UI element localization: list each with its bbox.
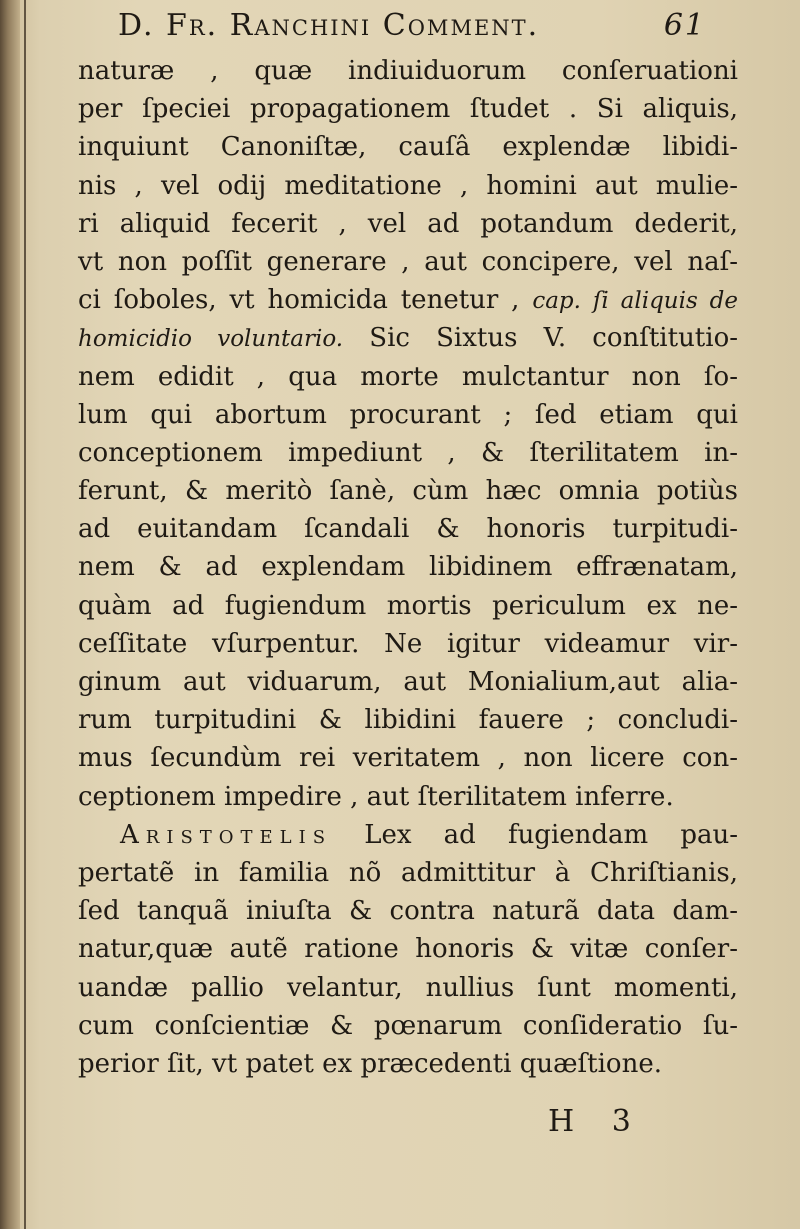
text-segment: ci ſoboles, vt homicida tenetur , xyxy=(78,285,520,316)
text-line: perior ſit, vt patet ex præcedenti quæſtione. xyxy=(78,1048,662,1079)
text-line: inquiunt Canoniſtæ, cauſâ explendæ libidi- xyxy=(78,132,738,163)
text-line: nem & ad explendam libidinem effrænatam, xyxy=(78,552,738,583)
text-line: uandæ pallio velantur, nullius ſunt momenti, xyxy=(78,972,738,1003)
text-line: nis , vel odij meditatione , homini aut mulie- xyxy=(78,170,738,201)
author-name: Aristotelis xyxy=(120,819,333,850)
text-line: conceptionem impediunt , & ſterilitatem in- xyxy=(78,437,738,468)
text-line: pertatẽ in familia nõ admittitur à Chriſtianis, xyxy=(78,857,738,888)
text-line: ſed tanquã iniuſta & contra naturã data dam- xyxy=(78,896,738,927)
text-segment: Sic Sixtus V. conſtitutio- xyxy=(369,323,739,354)
text-segment: Lex ad fugiendam pau- xyxy=(364,819,739,850)
text-line: quàm ad fugiendum mortis periculum ex ne- xyxy=(78,590,738,621)
text-line xyxy=(78,319,738,357)
text-line: naturæ , quæ indiuiduorum conſeruationi xyxy=(78,56,738,86)
text-line: ferunt, & meritò ſanè, cùm hæc omnia potiùs xyxy=(78,476,738,507)
text-line xyxy=(78,281,738,319)
gutter-line xyxy=(24,0,26,1229)
citation: homicidio voluntario. xyxy=(78,326,344,353)
text-line: mus ſecundùm rei veritatem , non licere con- xyxy=(78,743,738,774)
text-line: per ſpeciei propagationem ſtudet . Si aliquis, xyxy=(78,94,738,125)
text-line: ginum aut viduarum, aut Monialium,aut alia- xyxy=(78,667,738,697)
text-line: natur,quæ autẽ ratione honoris & vitæ conſer- xyxy=(78,934,738,965)
text-line: cum conſcientiæ & pœnarum conſideratio ſu- xyxy=(78,1010,738,1041)
body-text xyxy=(78,52,738,1083)
text-line: ri aliquid fecerit , vel ad potandum dederit, xyxy=(78,208,738,239)
text-line: ceſſitate vſurpentur. Ne igitur videamur vir- xyxy=(78,628,738,659)
text-line: lum qui abortum procurant ; ſed etiam qui xyxy=(78,399,738,430)
text-line: rum turpitudini & libidini fauere ; concludi- xyxy=(78,705,738,736)
text-line: vt non poſſit generare , aut concipere, vel naſ- xyxy=(78,246,738,277)
text-line: ad euitandam ſcandali & honoris turpitudi- xyxy=(78,514,738,545)
text-line: nem edidit , qua morte mulctantur non ſo- xyxy=(78,361,738,392)
running-title: D. Fr. Ranchini Comment. xyxy=(118,8,540,43)
running-header xyxy=(118,8,706,52)
page-number: 61 xyxy=(663,8,706,43)
citation: cap. ſi aliquis de xyxy=(532,288,739,315)
text-line xyxy=(78,816,738,854)
text-line: ceptionem impedire , aut ſterilitatem inferre. xyxy=(78,781,674,812)
book-spine xyxy=(0,0,20,1229)
signature-mark: H 3 xyxy=(548,1104,645,1139)
